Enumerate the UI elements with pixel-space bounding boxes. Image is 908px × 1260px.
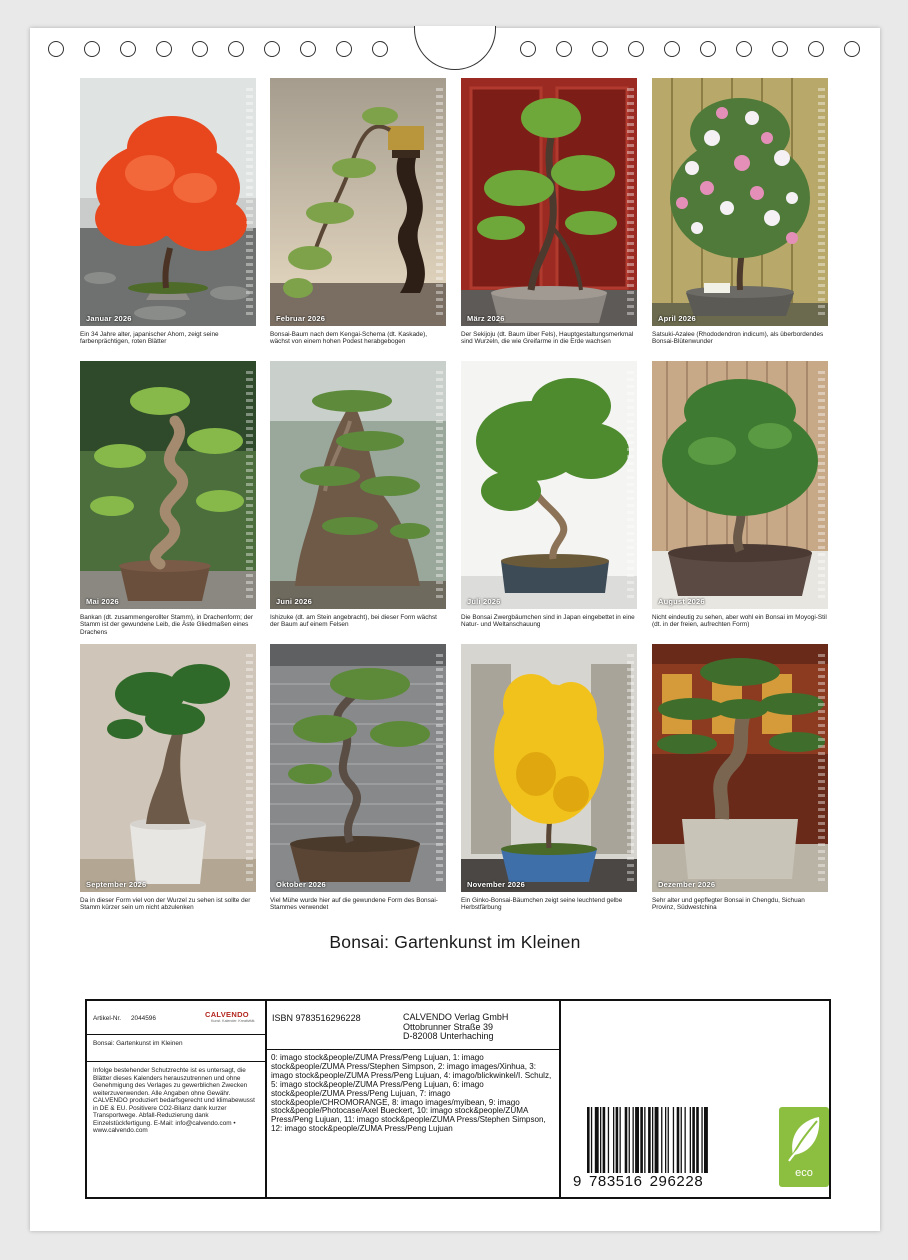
coiled-trunk-bonsai-photo (80, 361, 256, 609)
binding-hole (192, 41, 208, 57)
month-caption: Ein 34 Jahre alter, japanischer Ahorn, zeigt seine farbenprächtigen, roten Blätter (80, 331, 219, 346)
mini-calendar-strip (436, 654, 443, 884)
binding-hole (372, 41, 388, 57)
mini-calendar-strip (246, 88, 253, 318)
month-label: Juli 2026 (467, 597, 501, 606)
publisher-line: D-82008 Unterhaching (403, 1031, 494, 1042)
mini-calendar-strip (627, 654, 634, 884)
month-label: Juni 2026 (276, 597, 312, 606)
divider (87, 1061, 265, 1062)
divider (87, 1034, 265, 1035)
month-label: November 2026 (467, 880, 526, 889)
month-label: August 2026 (658, 597, 705, 606)
month-caption: Ishizuke (dt. am Stein angebracht), bei dieser Form wächst der Baum auf einem Felsen (270, 614, 437, 629)
barcode-digit-group: 296228 (649, 1173, 704, 1190)
mini-calendar-strip (627, 88, 634, 318)
binding-hole (228, 41, 244, 57)
binding-hole (772, 41, 788, 57)
cascade-bonsai-on-stand-photo (270, 78, 446, 326)
month-tile-august (652, 361, 828, 629)
binding-hole (120, 41, 136, 57)
isbn: ISBN 9783516296228 (272, 1013, 361, 1023)
month-caption: Bankan (dt. zusammengerollter Stamm), in Drachenform; der Stamm ist der gewundene Leib, die Äste Gliedmaßen eines Drachens (80, 614, 253, 636)
imprint-left-column (87, 1001, 267, 1197)
barcode-digit-group: 9 (573, 1173, 582, 1190)
photo-credits: 0: imago stock&people/ZUMA Press/Peng Lujuan, 1: imago stock&people/ZUMA Press/Stephen Simpson, 2: imago images/Xinhua, 3: imago stock&people/ZUMA Press/Peng Lujuan, 4: imago/blickwinkel/I. Schulz, 5: imago stock&people/ZUMA Press/Peng Lujuan, 6: imago stock&people/ZUMA Press/Peng Lujuan, 7: imago stock&people/CHROMORANGE, 8: imago images/myibean, 9: imago stock&people/Photocase/Axel Bueckert, 10: imago stock&people/ZUMA Press/Peng Lujuan, 11: imago stock&people/ZUMA Press/Stephen Simpson, 12: imago stock&people/ZUMA Press/Peng Lujuan (271, 1053, 552, 1134)
month-label: März 2026 (467, 314, 505, 323)
rock-planting-bonsai-photo (270, 361, 446, 609)
binding-hole (264, 41, 280, 57)
calvendo-logo: CALVENDO (205, 1010, 249, 1019)
calendar-title: Bonsai: Gartenkunst im Kleinen (329, 932, 581, 952)
imprint-right-column (561, 1001, 829, 1197)
month-caption: Nicht eindeutig zu sehen, aber wohl ein Bonsai im Moyogi-Stil (dt. in der freien, aufrechten Form) (652, 614, 827, 629)
azalea-bonsai-photo (652, 78, 828, 326)
binding-hole (628, 41, 644, 57)
month-tile-februar (270, 78, 446, 346)
month-tile-maerz (461, 78, 637, 346)
article-number-label: Artikel-Nr. (93, 1015, 122, 1022)
mini-calendar-strip (246, 371, 253, 601)
binding-hole (556, 41, 572, 57)
article-number: 2044596 (131, 1015, 156, 1022)
mini-calendar-strip (436, 88, 443, 318)
twisted-trunk-bonsai-photo (270, 644, 446, 892)
ginkgo-bonsai-photo (461, 644, 637, 892)
month-caption: Satsuki-Azalee (Rhododendron indicum), als überbordendes Bonsai-Blütenwunder (652, 331, 824, 346)
month-tile-dezember (652, 644, 828, 912)
publisher-line: CALVENDO Verlag GmbH (403, 1012, 509, 1022)
mini-calendar-strip (246, 654, 253, 884)
eco-label: eco (795, 1167, 813, 1179)
month-tile-november (461, 644, 637, 912)
publisher-address (403, 1013, 508, 1042)
month-caption: Da in dieser Form viel von der Wurzel zu sehen ist sollte der Stamm kürzer sein um nicht abzulenken (80, 897, 251, 912)
month-caption: Viel Mühe wurde hier auf die gewundene Form des Bonsai-Stammes verwendet (270, 897, 438, 912)
legal-note: Infolge bestehender Schutzrechte ist es untersagt, die Blätter dieses Kalenders herauszutrennen und ohne Genehmigung des Verlages zu gewerblichen Zwecken weiterzuverwenden. Alle Angaben ohne Gewähr. CALVENDO produziert bedarfsgerecht und klimabewusst in DE & EU. Positivere CO2-Bilanz dank kurzer Transportwege. Abfall-Reduzierung dank Einzelstückfertigung. E-Mail: info@calvendo.com • www.calvendo.com (93, 1067, 255, 1134)
eco-badge (779, 1107, 829, 1187)
imprint-box (85, 999, 831, 1199)
month-label: Oktober 2026 (276, 880, 326, 889)
cloud-pruned-bonsai-photo (652, 644, 828, 892)
mini-calendar-strip (818, 654, 825, 884)
binding-hole (48, 41, 64, 57)
hanger-cutout (414, 26, 496, 70)
mini-calendar-strip (818, 88, 825, 318)
calendar-back-page (30, 28, 880, 1231)
binding-hole (156, 41, 172, 57)
binding-hole (592, 41, 608, 57)
binding-hole (520, 41, 536, 57)
month-tile-januar (80, 78, 256, 346)
month-tile-april (652, 78, 828, 346)
binding-hole (736, 41, 752, 57)
barcode-digit-group: 783516 (588, 1173, 643, 1190)
imprint-middle-column (267, 1001, 561, 1197)
article-row (93, 1010, 263, 1033)
month-label: September 2026 (86, 880, 147, 889)
mini-calendar-strip (436, 371, 443, 601)
binding-hole (664, 41, 680, 57)
month-label: Dezember 2026 (658, 880, 716, 889)
bonsai-in-tray-photo (461, 361, 637, 609)
leaf-icon (779, 1107, 829, 1167)
month-caption: Der Sekijoju (dt. Baum über Fels), Hauptgestaltungsmerkmal sind Wurzeln, die wie Greifarme in die Erde wachsen (461, 331, 634, 346)
red-maple-bonsai-photo (80, 78, 256, 326)
binding-hole (84, 41, 100, 57)
month-label: Februar 2026 (276, 314, 326, 323)
month-caption: Ein Ginko-Bonsai-Bäumchen zeigt seine leuchtend gelbe Herbstfärbung (461, 897, 623, 912)
binding-hole (808, 41, 824, 57)
binding-hole (336, 41, 352, 57)
month-caption: Die Bonsai Zwergbäumchen sind in Japan eingebettet in eine Natur- und Weltanschauung (461, 614, 635, 629)
month-caption: Bonsai-Baum nach dem Kengai-Schema (dt. Kaskade), wächst von einem hohen Podest herabgebogen (270, 331, 428, 346)
binding-hole (844, 41, 860, 57)
mini-calendar-strip (627, 371, 634, 601)
month-caption: Sehr alter und gepflegter Bonsai in Chengdu, Sichuan Provinz, Südwestchina (652, 897, 805, 912)
month-tile-juni (270, 361, 446, 629)
binding-hole (300, 41, 316, 57)
month-tile-juli (461, 361, 637, 629)
ficus-root-bonsai-photo (80, 644, 256, 892)
month-tile-oktober (270, 644, 446, 912)
binding-hole (700, 41, 716, 57)
root-over-rock-bonsai-photo (461, 78, 637, 326)
month-label: Mai 2026 (86, 597, 119, 606)
divider (267, 1049, 559, 1050)
imprint-title: Bonsai: Gartenkunst im Kleinen (93, 1040, 183, 1047)
barcode-icon (587, 1107, 747, 1173)
moyogi-bonsai-photo (652, 361, 828, 609)
month-tile-mai (80, 361, 256, 636)
barcode-digits (573, 1173, 710, 1190)
month-tile-september (80, 644, 256, 912)
mini-calendar-strip (818, 371, 825, 601)
month-label: Januar 2026 (86, 314, 132, 323)
publisher-line: Ottobrunner Straße 39 (403, 1021, 494, 1032)
calvendo-logo-tagline: Kunst. Kalender. Kreativität. (211, 1019, 256, 1023)
month-label: April 2026 (658, 314, 696, 323)
